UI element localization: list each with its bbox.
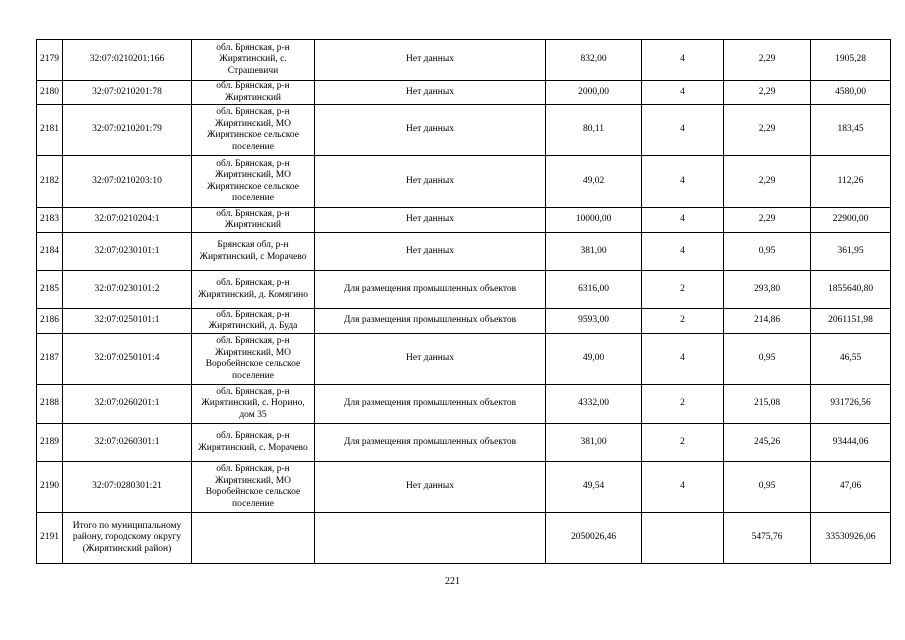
area: 49,02 <box>546 156 642 208</box>
table-row <box>37 40 891 81</box>
area: 6316,00 <box>546 271 642 309</box>
cadastral-number: 32:07:0210201:79 <box>63 105 192 156</box>
permitted-use: Для размещения промышленных объектов <box>315 309 546 334</box>
row-number: 2186 <box>37 309 63 334</box>
summary-row <box>37 513 891 564</box>
rate: 2,29 <box>724 105 811 156</box>
rate: 0,95 <box>724 462 811 513</box>
cadastral-number: 32:07:0250101:1 <box>63 309 192 334</box>
total: 361,95 <box>811 233 891 271</box>
cadastral-number: 32:07:0210203:10 <box>63 156 192 208</box>
cadastral-number: 32:07:0230101:1 <box>63 233 192 271</box>
table-row <box>37 233 891 271</box>
area: 80,11 <box>546 105 642 156</box>
table-row <box>37 334 891 385</box>
cadastral-number: 32:07:0280301:21 <box>63 462 192 513</box>
rate: 293,80 <box>724 271 811 309</box>
permitted-use: Нет данных <box>315 156 546 208</box>
area: 10000,00 <box>546 208 642 233</box>
group: 2 <box>642 385 724 424</box>
group: 4 <box>642 334 724 385</box>
group: 4 <box>642 40 724 81</box>
land-cadastre-table <box>36 39 891 564</box>
rate: 214,86 <box>724 309 811 334</box>
permitted-use: Для размещения промышленных объектов <box>315 385 546 424</box>
area: 49,00 <box>546 334 642 385</box>
table-body <box>37 40 891 564</box>
cadastral-number: 32:07:0230101:2 <box>63 271 192 309</box>
empty-cell <box>642 513 724 564</box>
rate: 2,29 <box>724 156 811 208</box>
empty-cell <box>315 513 546 564</box>
rate: 0,95 <box>724 233 811 271</box>
empty-cell <box>192 513 315 564</box>
address: обл. Брянская, р-н Жирятинский, с. Норино, дом 35 <box>192 385 315 424</box>
total: 46,55 <box>811 334 891 385</box>
table-row <box>37 271 891 309</box>
summary-total: 33530926,06 <box>811 513 891 564</box>
total: 1905,28 <box>811 40 891 81</box>
group: 4 <box>642 81 724 105</box>
rate: 2,29 <box>724 81 811 105</box>
row-number: 2188 <box>37 385 63 424</box>
total: 112,26 <box>811 156 891 208</box>
permitted-use: Нет данных <box>315 105 546 156</box>
group: 2 <box>642 424 724 462</box>
row-number: 2191 <box>37 513 63 564</box>
table-row <box>37 105 891 156</box>
address: обл. Брянская, р-н Жирятинский <box>192 208 315 233</box>
address: обл. Брянская, р-н Жирятинский, МО Жирятинское сельское поселение <box>192 105 315 156</box>
total: 2061151,98 <box>811 309 891 334</box>
permitted-use: Для размещения промышленных объектов <box>315 424 546 462</box>
rate: 2,29 <box>724 40 811 81</box>
table-row <box>37 424 891 462</box>
rate: 0,95 <box>724 334 811 385</box>
row-number: 2184 <box>37 233 63 271</box>
group: 4 <box>642 156 724 208</box>
summary-label: Итого по муниципальному району, городскому округу (Жирятинский район) <box>63 513 192 564</box>
area: 9593,00 <box>546 309 642 334</box>
summary-area: 2050026,46 <box>546 513 642 564</box>
total: 1855640,80 <box>811 271 891 309</box>
address: обл. Брянская, р-н Жирятинский, МО Воробейнское сельское поселение <box>192 334 315 385</box>
address: обл. Брянская, р-н Жирятинский, МО Воробейнское сельское поселение <box>192 462 315 513</box>
table-row <box>37 156 891 208</box>
permitted-use: Нет данных <box>315 40 546 81</box>
cadastral-number: 32:07:0210204:1 <box>63 208 192 233</box>
total: 183,45 <box>811 105 891 156</box>
cadastral-number: 32:07:0210201:78 <box>63 81 192 105</box>
cadastral-number: 32:07:0250101:4 <box>63 334 192 385</box>
rate: 215,08 <box>724 385 811 424</box>
total: 931726,56 <box>811 385 891 424</box>
area: 832,00 <box>546 40 642 81</box>
address: обл. Брянская, р-н Жирятинский, с. Страшевичи <box>192 40 315 81</box>
row-number: 2182 <box>37 156 63 208</box>
area: 2000,00 <box>546 81 642 105</box>
group: 4 <box>642 208 724 233</box>
address: обл. Брянская, р-н Жирятинский, с. Морачево <box>192 424 315 462</box>
permitted-use: Нет данных <box>315 233 546 271</box>
total: 93444,06 <box>811 424 891 462</box>
rate: 245,26 <box>724 424 811 462</box>
row-number: 2189 <box>37 424 63 462</box>
table-row <box>37 309 891 334</box>
row-number: 2187 <box>37 334 63 385</box>
row-number: 2181 <box>37 105 63 156</box>
area: 4332,00 <box>546 385 642 424</box>
permitted-use: Нет данных <box>315 334 546 385</box>
permitted-use: Для размещения промышленных объектов <box>315 271 546 309</box>
address: обл. Брянская, р-н Жирятинский, МО Жирятинское сельское поселение <box>192 156 315 208</box>
cadastral-number: 32:07:0210201:166 <box>63 40 192 81</box>
row-number: 2179 <box>37 40 63 81</box>
address: обл. Брянская, р-н Жирятинский, д. Комягино <box>192 271 315 309</box>
cadastral-number: 32:07:0260201:1 <box>63 385 192 424</box>
row-number: 2183 <box>37 208 63 233</box>
rate: 2,29 <box>724 208 811 233</box>
permitted-use: Нет данных <box>315 462 546 513</box>
summary-rate: 5475,76 <box>724 513 811 564</box>
permitted-use: Нет данных <box>315 208 546 233</box>
total: 4580,00 <box>811 81 891 105</box>
cadastral-number: 32:07:0260301:1 <box>63 424 192 462</box>
row-number: 2190 <box>37 462 63 513</box>
area: 49,54 <box>546 462 642 513</box>
table-row <box>37 385 891 424</box>
row-number: 2185 <box>37 271 63 309</box>
group: 2 <box>642 309 724 334</box>
total: 47,06 <box>811 462 891 513</box>
table-row <box>37 462 891 513</box>
table-row <box>37 208 891 233</box>
area: 381,00 <box>546 233 642 271</box>
address: обл. Брянская, р-н Жирятинский, д. Буда <box>192 309 315 334</box>
row-number: 2180 <box>37 81 63 105</box>
address: обл. Брянская, р-н Жирятинский <box>192 81 315 105</box>
total: 22900,00 <box>811 208 891 233</box>
page-number: 221 <box>445 576 460 587</box>
group: 4 <box>642 462 724 513</box>
group: 2 <box>642 271 724 309</box>
group: 4 <box>642 233 724 271</box>
area: 381,00 <box>546 424 642 462</box>
group: 4 <box>642 105 724 156</box>
permitted-use: Нет данных <box>315 81 546 105</box>
table-row <box>37 81 891 105</box>
address: Брянская обл, р-н Жирятинский, с Морачево <box>192 233 315 271</box>
